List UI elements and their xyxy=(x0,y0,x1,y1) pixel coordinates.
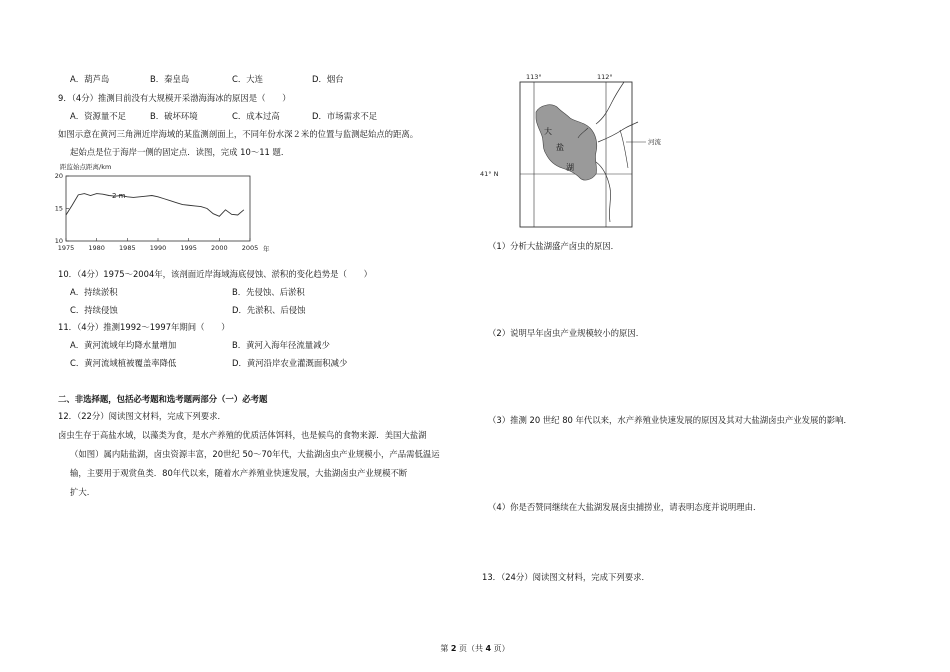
q10-stem: 10．（4分）1975～2004年，该剖面近岸海域海底侵蚀、淤积的变化趋势是（ ） xyxy=(58,269,373,279)
q11-option-a: A．黄河流域年均降水量增加 xyxy=(70,340,177,350)
chart-x-tick-label: 1990 xyxy=(149,244,167,252)
q12-material-line-4: 扩大． xyxy=(70,487,96,497)
distance-line-chart xyxy=(40,160,290,260)
q12-material-line-1: 卤虫生存于高盐水域，以藻类为食，是水产养殖的优质活体饵料，也是候鸟的食物来源．美国大盐湖 xyxy=(58,430,427,440)
q9-stem: 9．（4分）推测目前没有大规模开采渤海海冰的原因是（ ） xyxy=(58,93,291,103)
page-footer xyxy=(0,643,950,654)
q8-option-c: C．大连 xyxy=(232,74,263,84)
q11-option-d: D．黄河沿岸农业灌溉面积减少 xyxy=(232,358,348,368)
chart-y-tick-label: 15 xyxy=(54,204,63,213)
footer-middle: 页（共 xyxy=(456,644,486,653)
chart-x-tick-label: 2005 xyxy=(241,244,259,252)
q13-stem: 13．（24分）阅读图文材料，完成下列要求． xyxy=(482,572,650,582)
lake-char-da: 大 xyxy=(544,127,552,136)
river-legend-label: 河流 xyxy=(648,138,661,146)
intro-line-2: 起始点是位于海岸一侧的固定点．读图，完成 10～11 题． xyxy=(70,147,290,157)
great-salt-lake-map xyxy=(480,72,700,232)
chart-x-tick-label: 2000 xyxy=(211,244,228,252)
lake-char-yan: 盐 xyxy=(556,143,564,152)
q12-material-line-3: 输，主要用于观赏鱼类．80年代以来，随着水产养殖业快速发展，大盐湖卤虫产业规模不断 xyxy=(70,468,408,478)
q11-option-b: B．黄河入海年径流量减少 xyxy=(232,340,330,350)
q8-option-d: D．烟台 xyxy=(312,74,344,84)
q10-option-d: D．先淤积、后侵蚀 xyxy=(232,305,306,315)
chart-annotation-2m: 2 m xyxy=(112,192,126,200)
q12-material-line-2: （如图）属内陆盐湖，卤虫资源丰富，20世纪 50～70年代，大盐湖卤虫产业规模小，产品需低温运 xyxy=(70,449,440,459)
q8-option-b: B．秦皇岛 xyxy=(150,74,190,84)
map-lon-112-label: 112° xyxy=(597,73,613,81)
chart-x-tick-label: 1980 xyxy=(88,244,105,252)
q9-option-b: B．破坏环境 xyxy=(150,111,198,121)
lake-char-hu: 湖 xyxy=(566,163,574,172)
map-lat-41n-label: 41° N xyxy=(480,170,499,178)
q10-option-b: B．先侵蚀、后淤积 xyxy=(232,287,305,297)
q12-stem: 12．（22分）阅读图文材料，完成下列要求． xyxy=(58,411,226,421)
footer-total-pages: 4 xyxy=(485,644,492,653)
chart-y-tick-label: 10 xyxy=(54,237,63,246)
chart-series-line xyxy=(66,194,244,217)
chart-plot-frame xyxy=(66,176,250,241)
river-line-3 xyxy=(596,162,611,222)
chart-x-tick-label: 1975 xyxy=(57,244,75,252)
map-lon-113-label: 113° xyxy=(526,73,542,81)
chart-x-axis-label: 年 xyxy=(263,245,270,253)
q12-sub-3: （3）推测 20 世纪 80 年代以来，水产养殖业快速发展的原因及其对大盐湖卤虫产业发展的影响． xyxy=(488,415,852,425)
q9-option-a: A．资源量不足 xyxy=(70,111,126,121)
river-line-1 xyxy=(596,82,624,124)
intro-line-1: 如图示意在黄河三角洲近岸海域的某监测剖面上，不同年份水深２米的位置与监测起始点的距离。 xyxy=(58,129,419,139)
q9-option-d: D．市场需求不足 xyxy=(312,111,378,121)
footer-suffix: 页） xyxy=(491,644,510,653)
footer-prefix: 第 xyxy=(440,644,451,653)
chart-x-tick-label: 1995 xyxy=(180,244,197,252)
q8-option-a: A．葫芦岛 xyxy=(70,74,110,84)
chart-x-tick-label: 1985 xyxy=(119,244,136,252)
q11-option-c: C．黄河流域植被覆盖率降低 xyxy=(70,358,177,368)
q12-sub-2: （2）说明早年卤虫产业规模较小的原因． xyxy=(488,328,645,338)
section-2-heading: 二、非选择题，包括必考题和选考题两部分（一）必考题 xyxy=(58,394,268,404)
q11-stem: 11．（4分）推测1992～1997年期间（ ） xyxy=(58,322,230,332)
q12-sub-4: （4）你是否赞同继续在大盐湖发展卤虫捕捞业，请表明态度并说明理由． xyxy=(488,502,762,512)
q10-option-c: C．持续侵蚀 xyxy=(70,305,118,315)
q12-sub-1: （1）分析大盐湖盛产卤虫的原因． xyxy=(488,241,619,251)
chart-y-axis-label: 距监始点距离/km xyxy=(60,163,112,171)
river-line-5 xyxy=(620,130,628,168)
footer-page-number: 2 xyxy=(450,644,457,653)
chart-y-tick-label: 20 xyxy=(54,172,63,181)
q10-option-a: A．持续淤积 xyxy=(70,287,118,297)
q9-option-c: C．成本过高 xyxy=(232,111,280,121)
